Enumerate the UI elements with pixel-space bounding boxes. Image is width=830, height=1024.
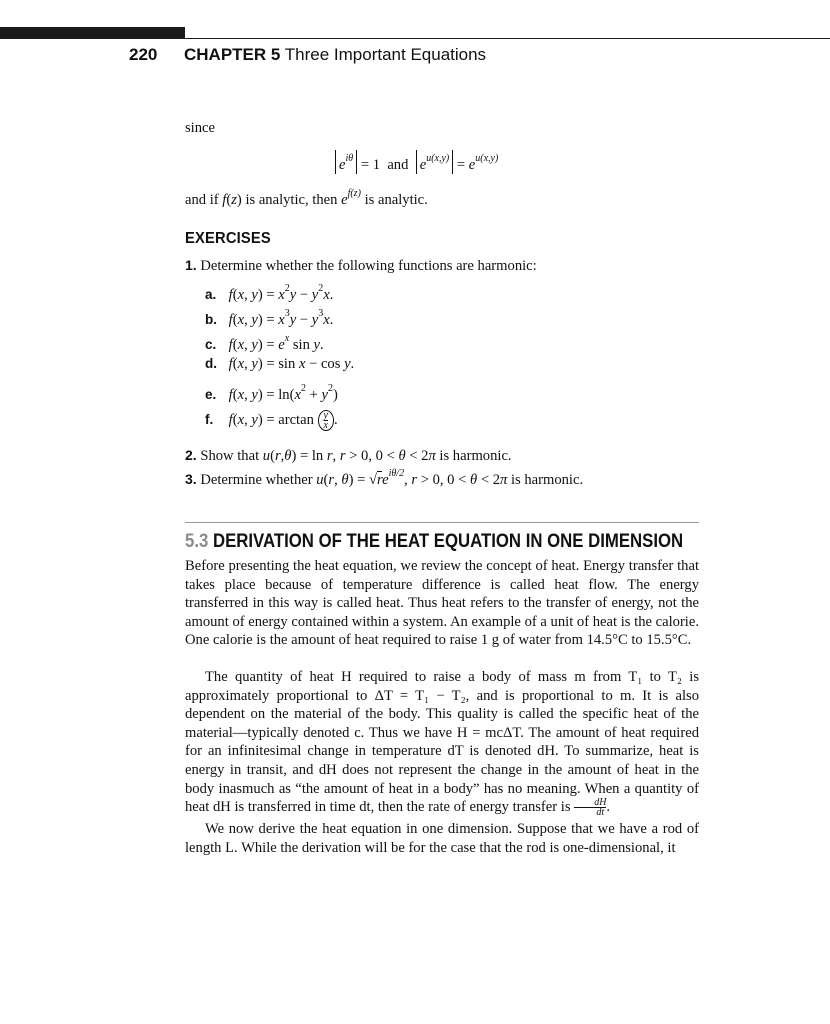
analytic-text-c: is analytic. — [364, 192, 428, 208]
paragraph-1-text: Before presenting the heat equation, we review the concept of heat. Energy transfer that takes place because of temperature difference is called heat flow. The energy transferred in this way is called heat. Thus heat refers to the transfer of energy, not the amount of energy contained within a system. An example of a unit of heat is the calorie. One calorie is the amount of heat required to raise 1 g of water from 14.5°C to 15.5°C. — [185, 558, 699, 649]
exercise-1-text: Determine whether the following functions are harmonic: — [200, 258, 537, 274]
exercise-item-a: a. f(x, $y) = x^2y - y^2x$. — [205, 283, 334, 303]
paragraph-1 — [185, 557, 699, 650]
paragraph-3 — [185, 820, 699, 857]
paragraph-3-text: We now derive the heat equation in one dimension. Suppose that we have a rod of length L. While the derivation will be for the case that the rod is one-dimensional, it — [185, 821, 699, 856]
exercise-item-b: b. f(x, $y) = x^3y - y^3x$. — [205, 308, 334, 328]
header-rule — [185, 38, 830, 39]
item-label-f: f. — [205, 411, 214, 427]
chapter-label: CHAPTER 5 — [184, 45, 281, 64]
section-title — [185, 530, 683, 553]
header-bar — [0, 27, 185, 39]
item-label-b: b. — [205, 312, 217, 327]
item-label-c: c. — [205, 337, 217, 352]
analytic-text-a: and if — [185, 192, 219, 208]
exercise-item-f: f. f(x, y) = arctan $\frac{y}{x}$ . — [205, 410, 338, 432]
exercise-3: 3. Determine whether u(r, $\theta) = √re^{i\theta/2}$, r > 0, 0 < θ < 2π is harmonic. — [185, 468, 584, 488]
paragraph-2-text: The quantity of heat H required to raise a body of mass m from T₁ to T₂ is approximately proportional to ΔT = T₁ − T₂, and is proportional to m. It is also dependent on the material of the body. This quality is called the specific heat of the material—typically denoted c. Thus we have H = mcΔT. The amount of heat required for an infinitesimal change in temperature dT is denoted dH. To summarize, heat is energy in transit, and dH does not represent the change in the amount of heat in the body inasmuch as “the amount of heat in a body” has no meaning. When a quantity of heat dH is transferred in time dt, then the rate of energy transfer is — [185, 669, 699, 816]
item-label-d: d. — [205, 356, 217, 371]
analytic-statement: and if f(z) is analytic, then $e^{f(z)}$ is analytic. — [185, 188, 428, 208]
eq-and: and — [387, 157, 409, 173]
display-equation: $e^{i\theta} = 1$ and $e^{u(x,y)} = e^{u(x,y)}$ — [335, 150, 498, 174]
exercise-1 — [185, 256, 537, 276]
section-number: 5.3 — [185, 530, 209, 552]
exercise-1-number: 1. — [185, 257, 197, 273]
page-number: 220 — [129, 45, 158, 64]
paragraph-2: The quantity of heat H required to raise a body of mass m from T₁ to T₂ is approximately proportional to ΔT = T₁ − T₂, and is proportional to m. It is also dependent on the material of the body. This quality is called the specific heat of the material—typically denoted c. Thus we have H = mcΔT. The amount of heat required for an infinitesimal change in temperature dT is denoted dH. To summarize, heat is energy in transit, and dH does not represent the change in the amount of heat in the body inasmuch as “the amount of heat in a body” has no meaning. When a quantity of heat dH is transferred in time dt, then the rate of energy transfer is $\frac{dH}{dt}$ . — [185, 669, 699, 819]
exercise-2-number: 2. — [185, 447, 197, 463]
item-label-a: a. — [205, 287, 217, 302]
section-rule — [185, 522, 699, 523]
analytic-text-b: is analytic, then — [245, 192, 338, 208]
section-title-text: DERIVATION OF THE HEAT EQUATION IN ONE DIMENSION — [212, 530, 684, 552]
dh-dt-fraction: $\frac{dH}{dt}$ — [574, 798, 606, 817]
chapter-header — [184, 45, 486, 65]
exercise-2: 2. Show that u(r,θ) = ln r, r > 0, 0 < θ < 2π is harmonic. — [185, 447, 512, 464]
exercise-3-number: 3. — [185, 471, 197, 487]
since-text: since — [185, 120, 215, 136]
eq-equals-one: = 1 — [360, 157, 381, 173]
exercise-item-d: d. f(x, y) = sin x − cos y. — [205, 356, 355, 372]
item-label-e: e. — [205, 387, 217, 402]
exercise-item-c: c. f(x, $y) = e^x$ sin y. — [205, 333, 324, 353]
chapter-title: Three Important Equations — [284, 45, 487, 64]
exercises-heading: EXERCISES — [185, 230, 271, 247]
exercise-item-e: e. f(x, $y) = \ln(x^2 + y^2)$ — [205, 383, 338, 403]
